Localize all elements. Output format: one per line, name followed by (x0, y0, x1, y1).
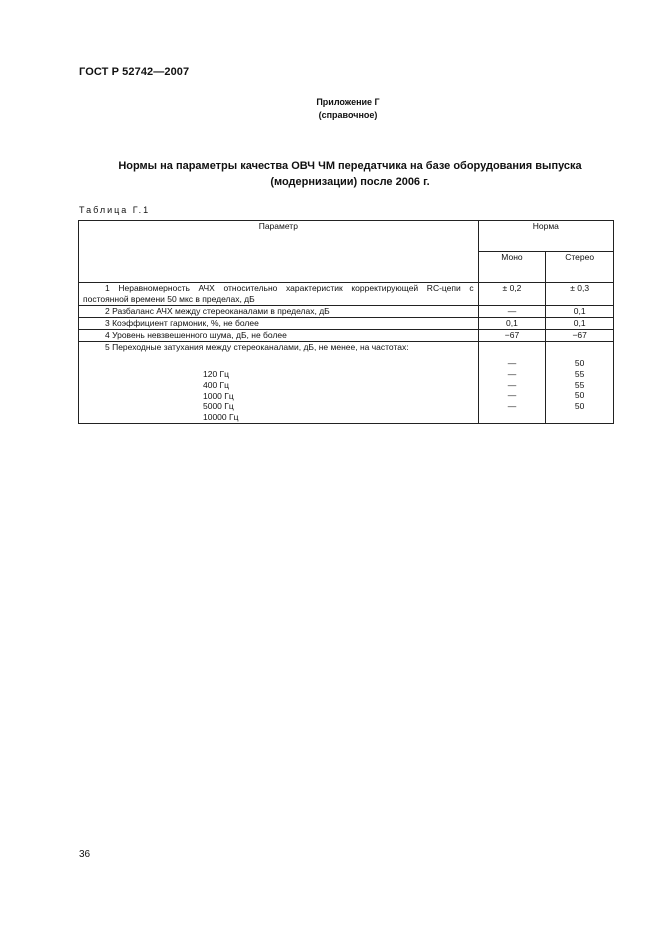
mono-cell: ± 0,2 (478, 283, 546, 306)
mono-value: — (507, 379, 517, 390)
table-caption: Таблица Г.1 (79, 205, 151, 215)
column-header-stereo: Стерео (546, 252, 614, 283)
param-cell: 4 Уровень невзвешенного шума, дБ, не более (79, 330, 479, 342)
frequency-item: 5000 Гц (203, 401, 234, 412)
frequency-item: 10000 Гц (203, 412, 239, 423)
mono-value: — (507, 401, 517, 412)
table-header-row (79, 221, 614, 252)
mono-values (483, 358, 542, 412)
param-cell: 1 Неравномерность АЧХ относительно характеристик корректирующей RC-цепи с постоянной времени 50 мкс в пределах, дБ (79, 283, 479, 306)
stereo-cell: −67 (546, 330, 614, 342)
column-header-norm: Норма (478, 221, 613, 252)
stereo-value: 50 (574, 401, 585, 412)
frequency-list (83, 369, 239, 423)
appendix-title: Приложение Г (316, 97, 380, 107)
column-header-param: Параметр (79, 221, 479, 283)
crosstalk-param-text: 5 Переходные затухания между стереоканалами, дБ, не менее, на частотах: (105, 342, 409, 352)
frequency-item: 1000 Гц (203, 390, 234, 401)
table-row (79, 330, 614, 342)
table-row (79, 283, 614, 306)
stereo-value: 55 (574, 368, 585, 379)
appendix-heading (0, 96, 661, 122)
param-cell (79, 342, 479, 424)
stereo-cell: ± 0,3 (546, 283, 614, 306)
table-row (79, 318, 614, 330)
mono-cell: — (478, 306, 546, 318)
standard-header: ГОСТ Р 52742—2007 (79, 66, 190, 78)
document-title (90, 158, 610, 190)
table-row (79, 306, 614, 318)
stereo-cell: 0,1 (546, 318, 614, 330)
stereo-cell: 0,1 (546, 306, 614, 318)
mono-cell: 0,1 (478, 318, 546, 330)
document-title-line-2: (модернизации) после 2006 г. (270, 176, 430, 188)
mono-value: — (507, 390, 517, 401)
appendix-kind: (справочное) (318, 110, 378, 120)
mono-value: — (507, 368, 517, 379)
frequency-item: 400 Гц (203, 379, 230, 390)
stereo-cell (546, 342, 614, 424)
mono-value: — (507, 358, 517, 368)
stereo-value: 50 (574, 390, 585, 401)
mono-cell (478, 342, 546, 424)
document-title-line-1: Нормы на параметры качества ОВЧ ЧМ передатчика на базе оборудования выпуска (118, 160, 582, 172)
column-header-mono: Моно (478, 252, 546, 283)
stereo-value: 55 (574, 379, 585, 390)
page-number: 36 (79, 849, 91, 860)
table-row (79, 342, 614, 424)
norms-table (78, 220, 614, 424)
stereo-values (550, 358, 609, 412)
param-cell: 2 Разбаланс АЧХ между стереоканалами в пределах, дБ (79, 306, 479, 318)
frequency-item: 120 Гц (203, 369, 230, 379)
stereo-value: 50 (574, 358, 585, 368)
param-cell: 3 Коэффициент гармоник, %, не более (79, 318, 479, 330)
mono-cell: −67 (478, 330, 546, 342)
